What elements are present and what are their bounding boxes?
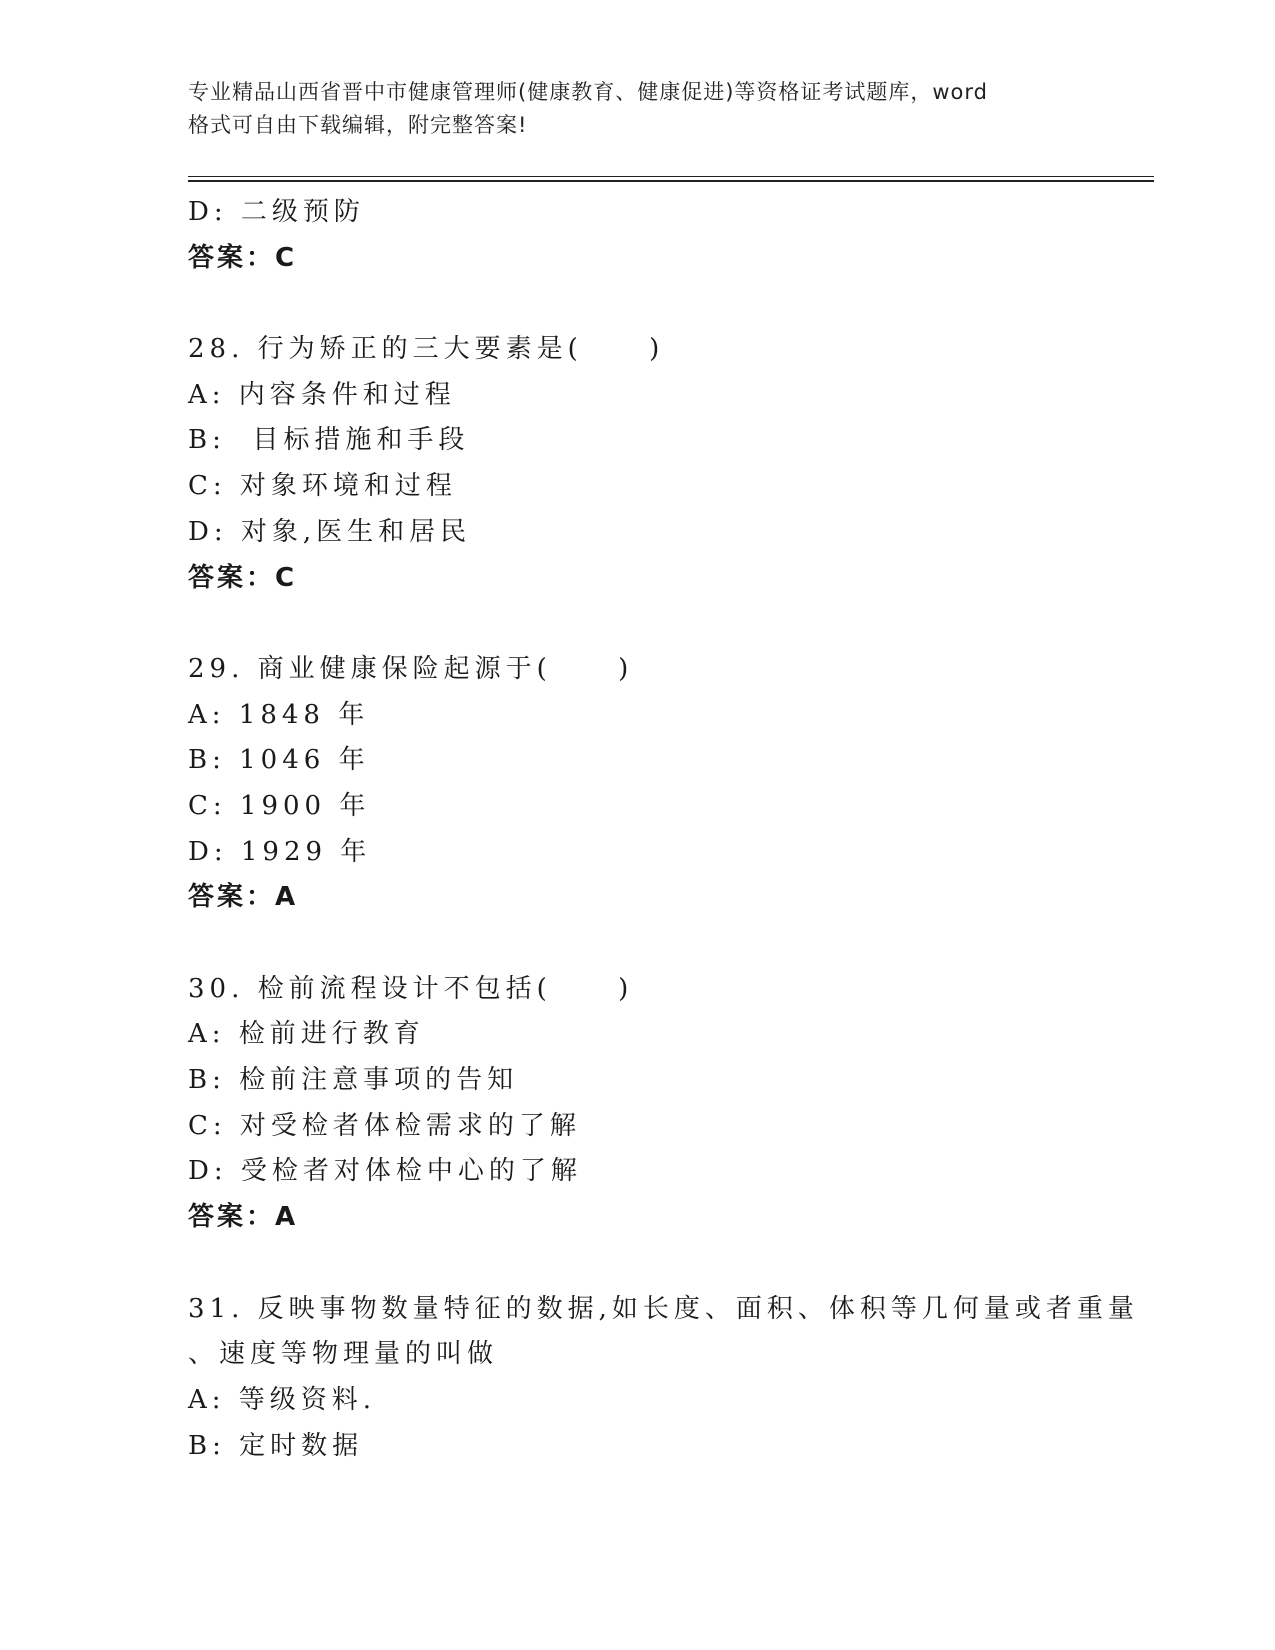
header-divider-thin [188, 176, 1154, 177]
spacer [188, 281, 1148, 327]
answer-line: 答案：A [188, 882, 299, 913]
spacer [188, 1241, 1148, 1287]
question-list [188, 190, 1148, 1469]
answer-line: 答案：C [188, 242, 298, 273]
document-header [188, 76, 1088, 142]
question-29 [188, 647, 1148, 921]
option-a: A: 等级资料. [188, 1384, 377, 1415]
header-divider-thick [188, 180, 1154, 182]
spacer [188, 921, 1148, 967]
option-d: D: 受检者对体检中心的了解 [188, 1156, 582, 1187]
option-a: A: 检前进行教育 [188, 1019, 425, 1050]
question-stem-line-2: 、速度等物理量的叫做 [188, 1339, 499, 1370]
option-b: B: 目标措施和手段 [188, 425, 470, 456]
option-a: A: 内容条件和过程 [188, 379, 456, 410]
header-line-1: 专业精品山西省晋中市健康管理师(健康教育、健康促进)等资格证考试题库，word [188, 80, 989, 104]
option-a: A: 1848 年 [188, 699, 370, 730]
question-30 [188, 967, 1148, 1241]
question-stem: 29. 商业健康保险起源于( ) [188, 653, 634, 684]
option-c: C: 对象环境和过程 [188, 471, 457, 502]
question-stem: 30. 检前流程设计不包括( ) [188, 973, 634, 1004]
option-b: B: 定时数据 [188, 1430, 364, 1461]
answer-line: 答案：C [188, 562, 298, 593]
question-28 [188, 327, 1148, 601]
question-31 [188, 1287, 1148, 1470]
header-line-2: 格式可自由下载编辑，附完整答案! [188, 113, 528, 137]
option-b: B: 检前注意事项的告知 [188, 1065, 519, 1096]
option-d: D: 1929 年 [188, 836, 372, 867]
question-stem: 28. 行为矫正的三大要素是( ) [188, 334, 665, 365]
option-c: C: 1900 年 [188, 790, 371, 821]
option-d: D: 二级预防 [188, 197, 365, 227]
option-d: D: 对象,医生和居民 [188, 516, 472, 547]
option-b: B: 1046 年 [188, 745, 370, 776]
option-c: C: 对受检者体检需求的了解 [188, 1110, 581, 1141]
spacer [188, 601, 1148, 647]
question-stem-line-1: 31. 反映事物数量特征的数据,如长度、面积、体积等几何量或者重量 [188, 1293, 1139, 1324]
answer-line: 答案：A [188, 1202, 299, 1233]
